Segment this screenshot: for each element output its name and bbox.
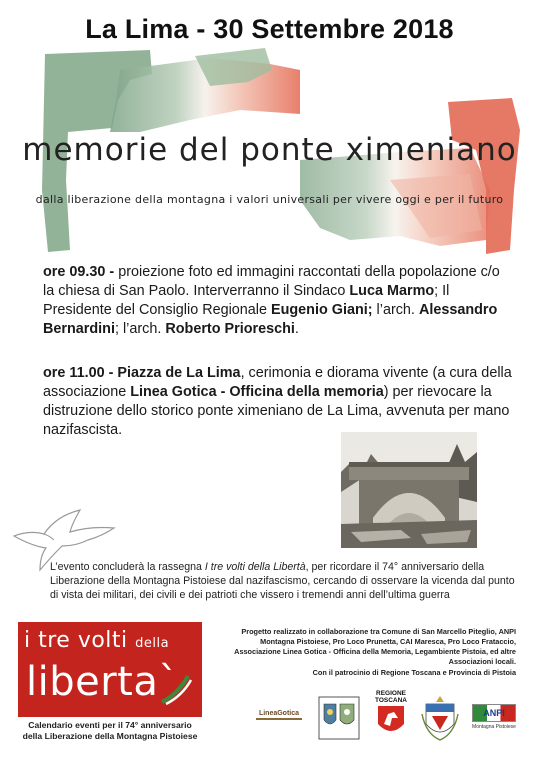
- banner-line-1: [24, 628, 169, 653]
- series-title: I tre volti della Libertà: [204, 561, 306, 573]
- closing-text-1: L’evento concluderà la rassegna: [50, 561, 205, 573]
- speaker-president: Eugenio Giani;: [271, 302, 373, 318]
- anpi-flag: [472, 704, 516, 722]
- regione-toscana-label: REGIONE TOSCANA: [374, 690, 408, 704]
- series-banner: [18, 622, 202, 717]
- bridge-photo: [341, 432, 477, 548]
- banner-line-1b: della: [135, 636, 170, 651]
- morning-text-4: ; l’arch.: [114, 321, 166, 337]
- provincia-crest-icon: [420, 694, 460, 742]
- event-tagline: dalla liberazione della montagna i valori universali per vivere oggi e per il futuro: [35, 193, 504, 206]
- closing-text-2: , per ricordare il 74° anniversario della Liberazione della Montagna Pistoiese dal nazifascismo, cercando di osservare la vicenda dal punto di vista dei militari, dei civili e dei patrioti che vissero i tremendi anni dell’ultima guerra: [50, 561, 515, 601]
- project-note: Progetto realizzato in collaborazione tra Comune di San Marcello Piteglio, ANPI Montagna Pistoiese, Pro Loco Prunetta, CAI Maresca, Pro Loco Frataccio, Associazione Linea Gotica - Officina della Memoria, Legambiente Pistoia, ed altre Associazioni locali.: [234, 627, 516, 666]
- anpi-label: ANPI: [483, 708, 505, 718]
- ceremony-text-1: , cerimonia e diorama vivente (a cura della associazione: [43, 365, 512, 400]
- closing-note: [50, 560, 517, 602]
- banner-line-2: liberta`: [26, 659, 179, 705]
- morning-text-1: proiezione foto ed immagini raccontati della popolazione c/o la chiesa di San Paolo. Interverranno il Sindaco: [43, 264, 500, 299]
- anpi-logo: [472, 704, 516, 730]
- program-ceremony: [43, 364, 513, 440]
- pegasus-icon: [372, 704, 410, 738]
- page-title: La Lima - 30 Settembre 2018: [85, 14, 454, 44]
- patronage-note: Con il patrocinio di Regione Toscana e Provincia di Pistoia: [312, 668, 516, 677]
- linea-gotica-label: LineaGotica: [258, 710, 300, 717]
- morning-text-3: l’arch.: [372, 302, 419, 318]
- flag-swoosh-icon: [158, 672, 194, 708]
- time-ceremony: ore 11.00 - Piazza de La Lima: [43, 365, 241, 381]
- speaker-mayor: Luca Marmo: [349, 283, 435, 299]
- program-morning: [43, 263, 513, 339]
- regione-toscana-logo: [372, 690, 410, 743]
- time-morning: ore 09.30 -: [43, 264, 119, 280]
- anpi-sub-label: Montagna Pistoiese: [472, 724, 516, 730]
- municipal-crest-icon: [318, 696, 360, 740]
- calendar-note: Calendario eventi per il 74° anniversario della Liberazione della Montagna Pistoiese: [22, 720, 198, 741]
- speaker-architect-1: Alessandro Bernardini: [43, 302, 498, 337]
- association-name: Linea Gotica - Officina della memoria: [130, 384, 384, 400]
- ceremony-text-2: ) per rievocare la distruzione dello storico ponte ximeniano de La Lima, avvenuta per mano nazifascista.: [43, 384, 510, 438]
- linea-gotica-logo: [256, 710, 302, 720]
- banner-line-1a: i tre volti: [24, 628, 136, 653]
- speaker-architect-2: Roberto Prioreschi: [165, 321, 295, 337]
- morning-text-5: .: [294, 321, 299, 337]
- morning-text-2: ; Il Presidente del Consiglio Regionale: [43, 283, 450, 318]
- event-subtitle: memorie del ponte ximeniano: [22, 132, 517, 168]
